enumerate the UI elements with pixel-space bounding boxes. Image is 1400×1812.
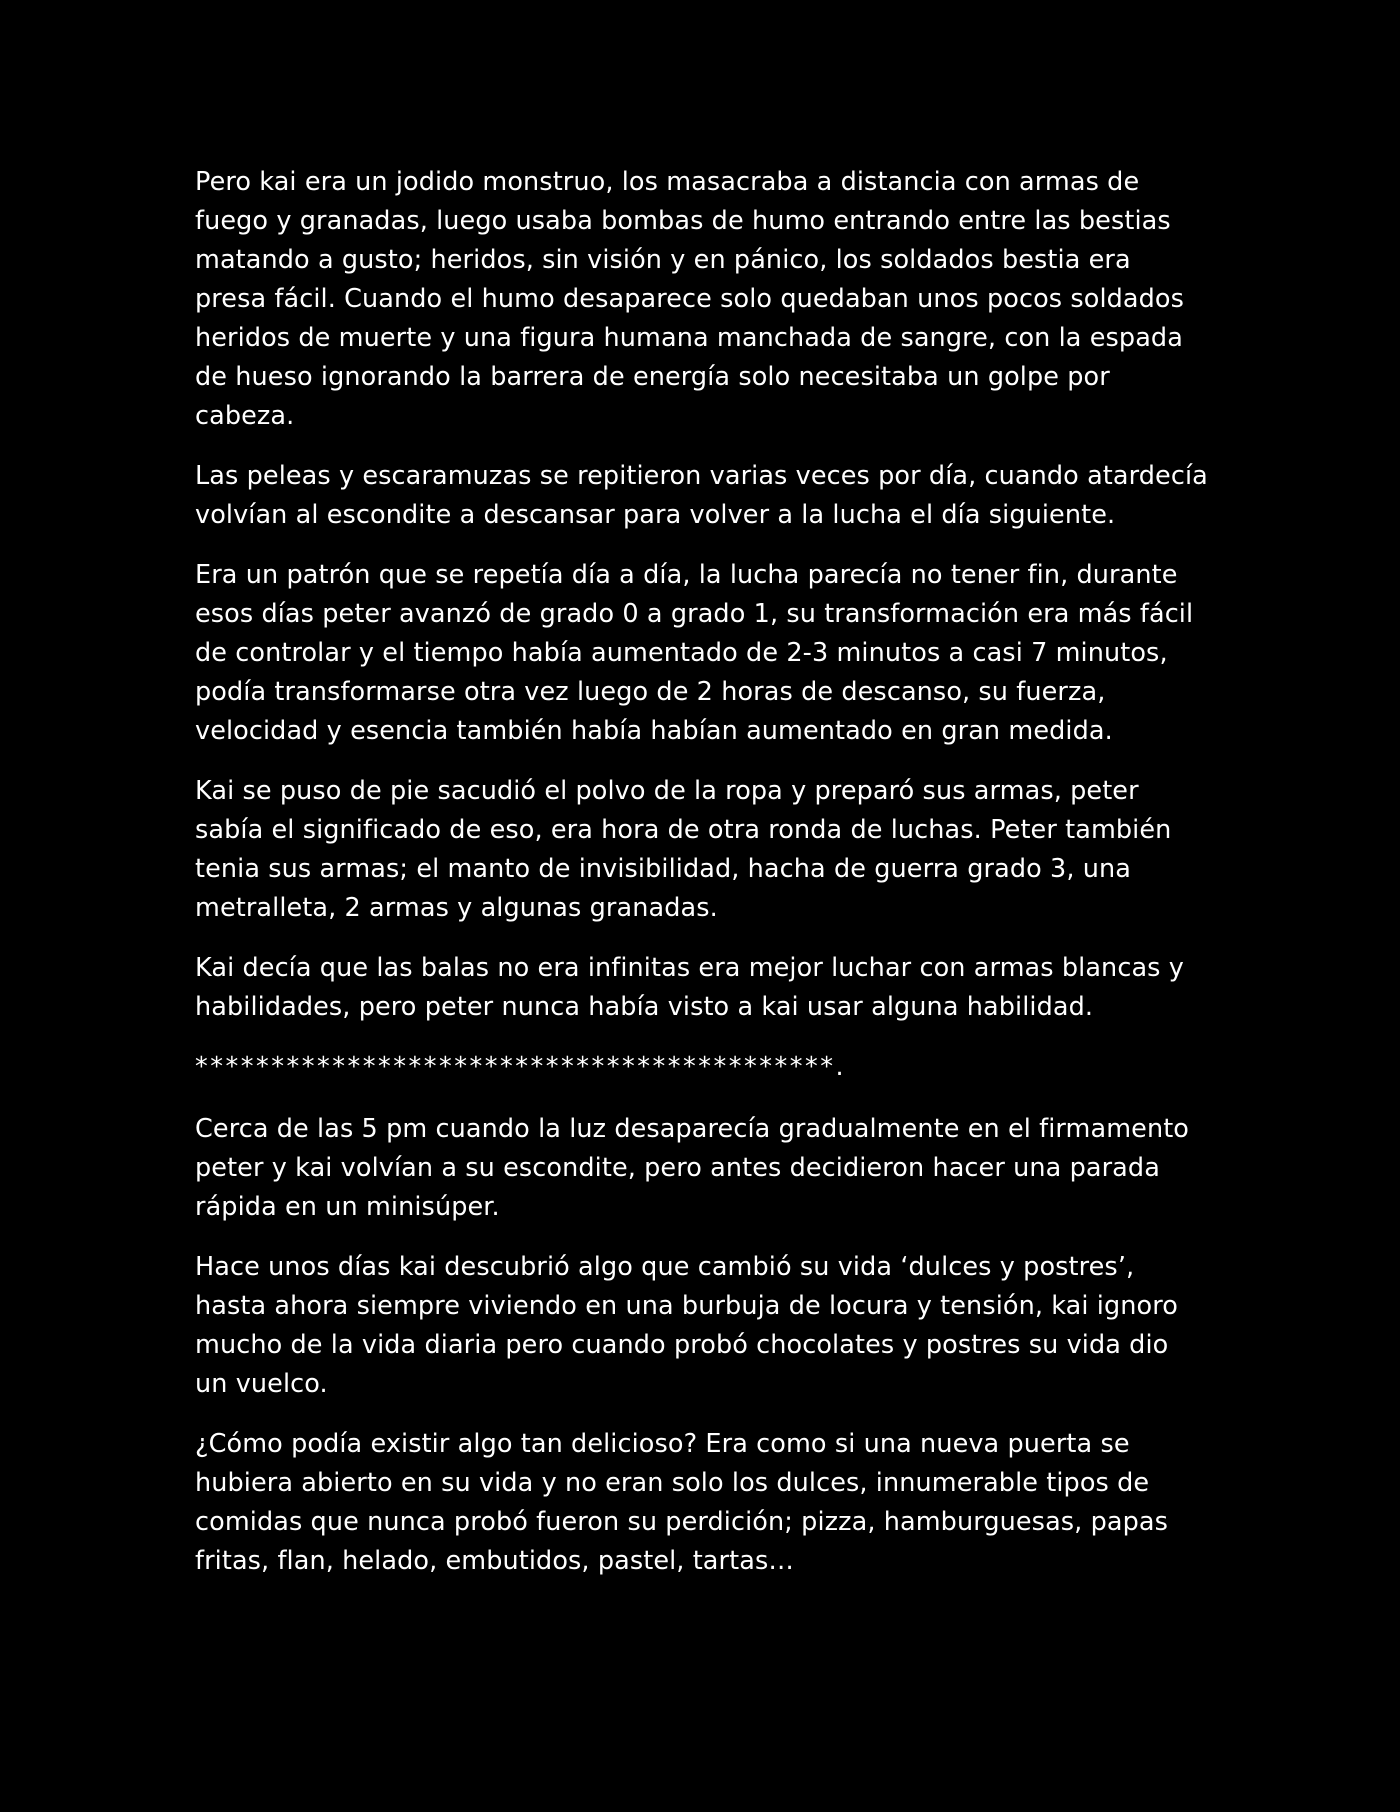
text-line: habilidades, pero peter nunca había visto a kai usar alguna habilidad. [195, 992, 1094, 1022]
text-line: Hace unos días kai descubrió algo que cambió su vida ‘dulces y postres’, [195, 1252, 1135, 1282]
text-line: ¿Cómo podía existir algo tan delicioso? Era como si una nueva puerta se [195, 1429, 1130, 1459]
text-line: matando a gusto; heridos, sin visión y en pánico, los soldados bestia era [195, 245, 1131, 275]
text-line: podía transformarse otra vez luego de 2 horas de descanso, su fuerza, [195, 677, 1106, 707]
paragraph-2 [195, 457, 1215, 535]
text-line: Era un patrón que se repetía día a día, la lucha parecía no tener fin, durante [195, 560, 1178, 590]
paragraph-6 [195, 1110, 1215, 1227]
text-line: peter y kai volvían a su escondite, pero antes decidieron hacer una parada [195, 1153, 1160, 1183]
text-line: tenia sus armas; el manto de invisibilidad, hacha de guerra grado 3, una [195, 854, 1131, 884]
text-line: fritas, flan, helado, embutidos, pastel, tartas… [195, 1546, 794, 1576]
text-line: cabeza. [195, 401, 295, 431]
text-line: hubiera abierto en su vida y no eran solo los dulces, innumerable tipos de [195, 1468, 1150, 1498]
text-line: rápida en un minisúper. [195, 1192, 500, 1222]
text-line: fuego y granadas, luego usaba bombas de humo entrando entre las bestias [195, 206, 1171, 236]
text-line: hasta ahora siempre viviendo en una burbuja de locura y tensión, kai ignoro [195, 1291, 1178, 1321]
text-line: Cerca de las 5 pm cuando la luz desaparecía gradualmente en el firmamento [195, 1114, 1190, 1144]
text-line: mucho de la vida diaria pero cuando probó chocolates y postres su vida dio [195, 1330, 1169, 1360]
text-line: un vuelco. [195, 1369, 328, 1399]
paragraph-1 [195, 163, 1215, 436]
section-separator: ******************************************. [195, 1052, 847, 1082]
text-line: de hueso ignorando la barrera de energía solo necesitaba un golpe por [195, 362, 1110, 392]
text-line: Las peleas y escaramuzas se repitieron varias veces por día, cuando atardecía [195, 461, 1208, 491]
text-line: Kai se puso de pie sacudió el polvo de la ropa y preparó sus armas, peter [195, 776, 1139, 806]
text-line: Kai decía que las balas no era infinitas era mejor luchar con armas blancas y [195, 953, 1184, 983]
paragraph-3 [195, 556, 1215, 751]
text-line: volvían al escondite a descansar para volver a la lucha el día siguiente. [195, 500, 1116, 530]
text-line: presa fácil. Cuando el humo desaparece solo quedaban unos pocos soldados [195, 284, 1185, 314]
paragraph-8 [195, 1425, 1215, 1581]
text-line: sabía el significado de eso, era hora de otra ronda de luchas. Peter también [195, 815, 1172, 845]
text-line: Pero kai era un jodido monstruo, los masacraba a distancia con armas de [195, 167, 1140, 197]
text-line: metralleta, 2 armas y algunas granadas. [195, 893, 718, 923]
document-body [195, 163, 1215, 1602]
text-line: comidas que nunca probó fueron su perdición; pizza, hamburguesas, papas [195, 1507, 1168, 1537]
text-line: velocidad y esencia también había habían aumentado en gran medida. [195, 716, 1113, 746]
paragraph-7 [195, 1248, 1215, 1404]
text-line: heridos de muerte y una figura humana manchada de sangre, con la espada [195, 323, 1183, 353]
text-line: de controlar y el tiempo había aumentado de 2-3 minutos a casi 7 minutos, [195, 638, 1168, 668]
text-line: esos días peter avanzó de grado 0 a grado 1, su transformación era más fácil [195, 599, 1194, 629]
paragraph-5 [195, 949, 1215, 1027]
paragraph-4 [195, 772, 1215, 928]
